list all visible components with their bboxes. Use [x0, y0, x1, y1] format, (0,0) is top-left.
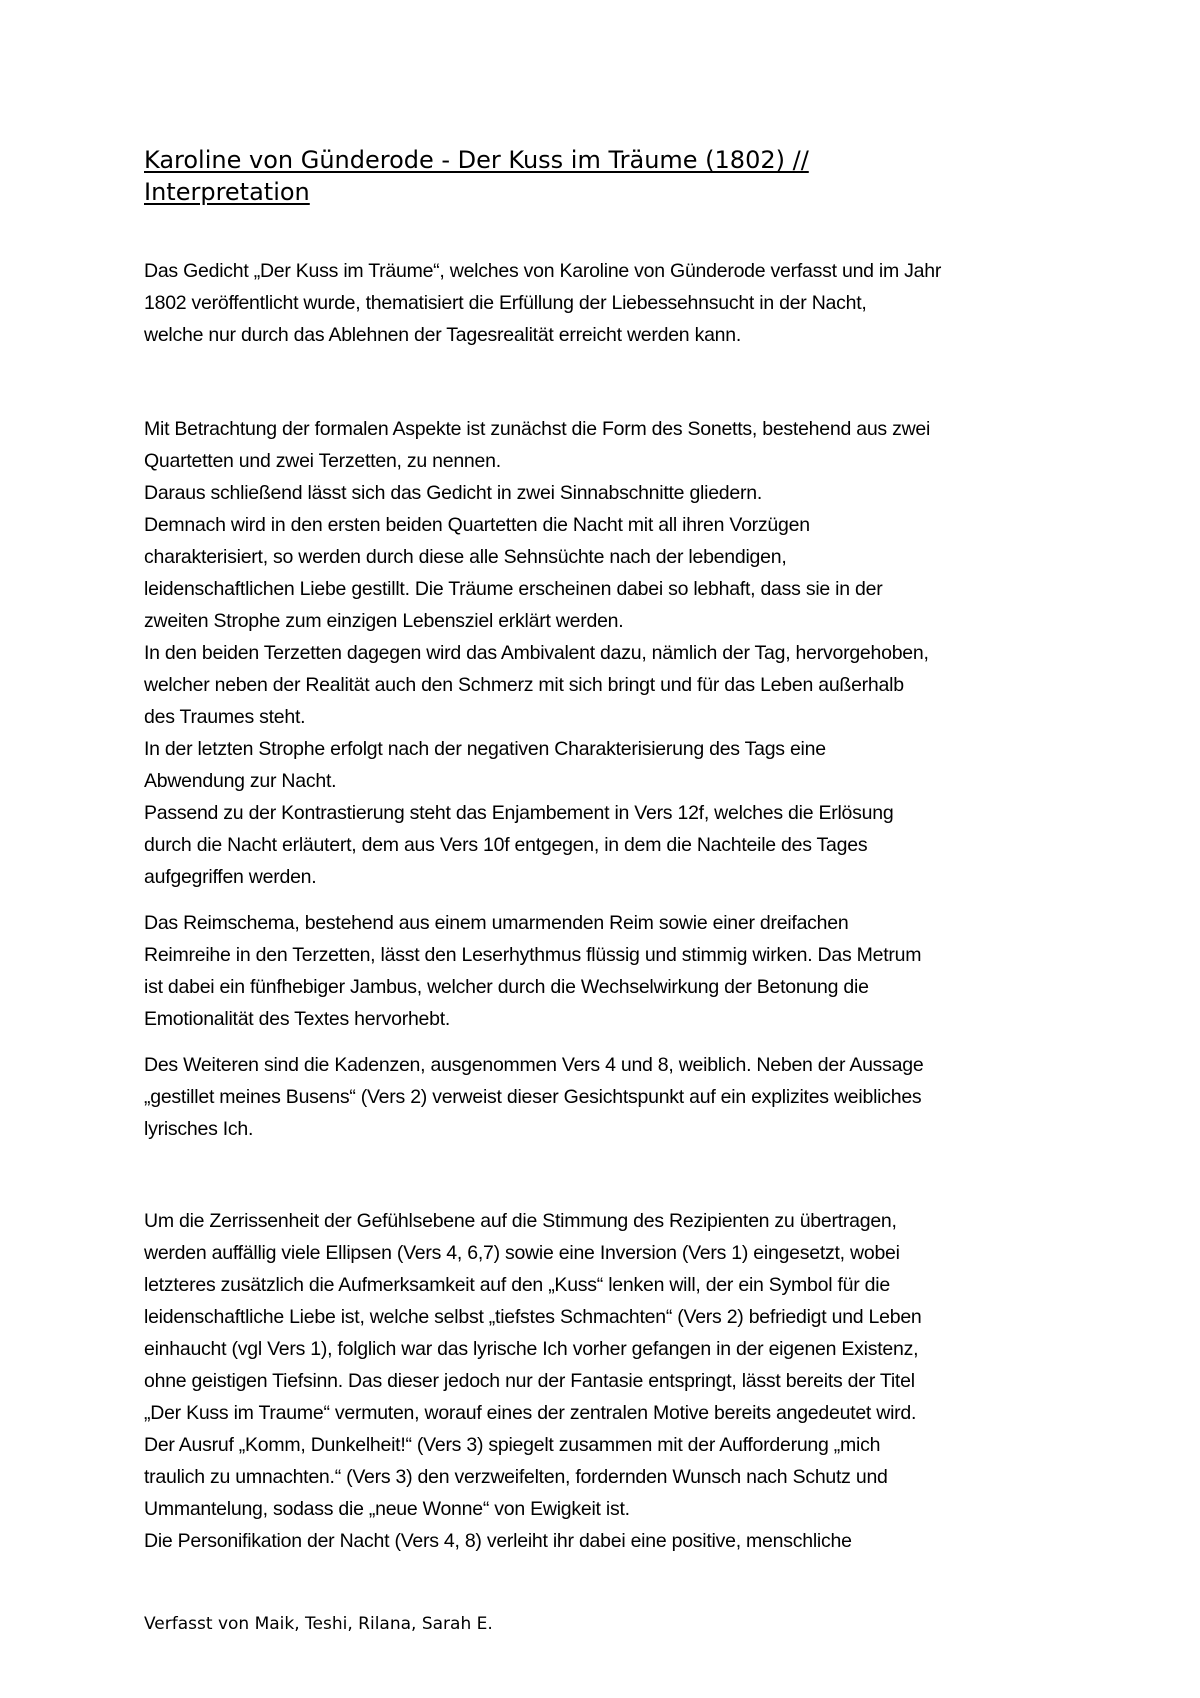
text-line: traulich zu umnachten.“ (Vers 3) den verzweifelten, fordernden Wunsch nach Schutz und: [144, 1466, 888, 1488]
text-line: durch die Nacht erläutert, dem aus Vers 10f entgegen, in dem die Nachteile des Tages: [144, 834, 868, 856]
text-line: letzteres zusätzlich die Aufmerksamkeit auf den „Kuss“ lenken will, der ein Symbol für die: [144, 1274, 890, 1296]
text-line: Passend zu der Kontrastierung steht das Enjambement in Vers 12f, welches die Erlösung: [144, 802, 894, 824]
text-line: Ummantelung, sodass die „neue Wonne“ von Ewigkeit ist.: [144, 1498, 630, 1520]
text-line: lyrisches Ich.: [144, 1118, 254, 1140]
text-line: zweiten Strophe zum einzigen Lebensziel erklärt werden.: [144, 610, 624, 632]
text-line: einhaucht (vgl Vers 1), folglich war das lyrische Ich vorher gefangen in der eigenen Existenz,: [144, 1338, 919, 1360]
text-line: Mit Betrachtung der formalen Aspekte ist zunächst die Form des Sonetts, bestehend aus zwei: [144, 418, 931, 440]
text-line: des Traumes steht.: [144, 706, 306, 728]
paragraph-rhyme: [144, 907, 1074, 1035]
paragraph-spacer: [144, 351, 1074, 413]
text-line: leidenschaftliche Liebe ist, welche selbst „tiefstes Schmachten“ (Vers 2) befriedigt und Leben: [144, 1306, 922, 1328]
paragraph-form: [144, 413, 1074, 893]
text-line: Das Gedicht „Der Kuss im Träume“, welches von Karoline von Günderode verfasst und im Jahr: [144, 260, 942, 282]
paragraph-spacer: [144, 893, 1074, 907]
text-line: Der Ausruf „Komm, Dunkelheit!“ (Vers 3) spiegelt zusammen mit der Aufforderung „mich: [144, 1434, 881, 1456]
text-line: charakterisiert, so werden durch diese alle Sehnsüchte nach der lebendigen,: [144, 546, 787, 568]
page-footer: Verfasst von Maik, Teshi, Rilana, Sarah E.: [144, 1614, 493, 1634]
text-line: ist dabei ein fünfhebiger Jambus, welcher durch die Wechselwirkung der Betonung die: [144, 976, 869, 998]
text-line: Um die Zerrissenheit der Gefühlsebene auf die Stimmung des Rezipienten zu übertragen,: [144, 1210, 897, 1232]
text-line: In den beiden Terzetten dagegen wird das Ambivalent dazu, nämlich der Tag, hervorgehoben,: [144, 642, 929, 664]
text-line: leidenschaftlichen Liebe gestillt. Die Träume erscheinen dabei so lebhaft, dass sie in der: [144, 578, 883, 600]
text-line: Abwendung zur Nacht.: [144, 770, 337, 792]
title-line: Interpretation: [144, 178, 310, 206]
paragraph-spacer: [144, 1035, 1074, 1049]
text-line: Daraus schließend lässt sich das Gedicht in zwei Sinnabschnitte gliedern.: [144, 482, 762, 504]
text-line: 1802 veröffentlicht wurde, thematisiert die Erfüllung der Liebessehnsucht in der Nacht,: [144, 292, 867, 314]
text-line: Das Reimschema, bestehend aus einem umarmenden Reim sowie einer dreifachen: [144, 912, 849, 934]
text-line: welche nur durch das Ablehnen der Tagesrealität erreicht werden kann.: [144, 324, 742, 346]
text-line: Demnach wird in den ersten beiden Quartetten die Nacht mit all ihren Vorzügen: [144, 514, 810, 536]
text-line: aufgegriffen werden.: [144, 866, 317, 888]
text-line: Die Personifikation der Nacht (Vers 4, 8) verleiht ihr dabei eine positive, menschliche: [144, 1530, 852, 1552]
text-line: Reimreihe in den Terzetten, lässt den Leserhythmus flüssig und stimmig wirken. Das Metrum: [144, 944, 922, 966]
text-line: „gestillet meines Busens“ (Vers 2) verweist dieser Gesichtspunkt auf ein explizites weibliches: [144, 1086, 922, 1108]
paragraph-spacer: [144, 1145, 1074, 1205]
paragraph-cadence: [144, 1049, 1074, 1145]
document-body: [144, 255, 1074, 1557]
text-line: In der letzten Strophe erfolgt nach der negativen Charakterisierung des Tags eine: [144, 738, 826, 760]
text-line: „Der Kuss im Traume“ vermuten, worauf eines der zentralen Motive bereits angedeutet wird.: [144, 1402, 917, 1424]
text-line: werden auffällig viele Ellipsen (Vers 4, 6,7) sowie eine Inversion (Vers 1) eingesetzt, wobei: [144, 1242, 900, 1264]
title-line: Karoline von Günderode - Der Kuss im Träume (1802) //: [144, 146, 809, 174]
page-title: [144, 144, 964, 208]
text-line: ohne geistigen Tiefsinn. Das dieser jedoch nur der Fantasie entspringt, lässt bereits der Titel: [144, 1370, 915, 1392]
text-line: Quartetten und zwei Terzetten, zu nennen.: [144, 450, 501, 472]
paragraph-intro: [144, 255, 1074, 351]
text-line: welcher neben der Realität auch den Schmerz mit sich bringt und für das Leben außerhalb: [144, 674, 904, 696]
text-line: Des Weiteren sind die Kadenzen, ausgenommen Vers 4 und 8, weiblich. Neben der Aussage: [144, 1054, 924, 1076]
text-line: Emotionalität des Textes hervorhebt.: [144, 1008, 451, 1030]
paragraph-analysis: [144, 1205, 1074, 1557]
